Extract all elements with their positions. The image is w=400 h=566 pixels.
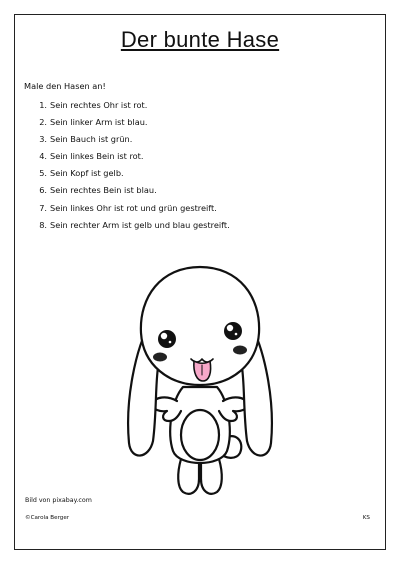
- bunny-right-eye: [224, 322, 242, 340]
- bunny-left-arm: [153, 397, 181, 421]
- item-number: 6.: [39, 185, 47, 196]
- item-number: 2.: [39, 117, 47, 128]
- list-item: [35, 182, 230, 199]
- page-title: Der bunte Hase: [120, 27, 280, 52]
- bunny-right-arm: [219, 397, 247, 421]
- item-number: 5.: [39, 168, 47, 179]
- list-item: [35, 114, 230, 131]
- task-list: [35, 97, 230, 234]
- bunny-illustration: [115, 261, 285, 499]
- item-number: 3.: [39, 134, 47, 145]
- item-number: 7.: [39, 202, 47, 213]
- item-text: Sein Kopf ist gelb.: [50, 168, 124, 179]
- item-text: Sein Bauch ist grün.: [50, 134, 133, 145]
- item-number: 1.: [39, 100, 47, 110]
- item-text: Sein rechtes Ohr ist rot.: [50, 100, 148, 110]
- author-initials: KS: [362, 515, 370, 521]
- list-item: [35, 200, 230, 217]
- list-item: [35, 217, 230, 234]
- bunny-left-cheek: [153, 353, 167, 362]
- item-text: Sein rechter Arm ist gelb und blau gestreift.: [50, 219, 230, 230]
- intro-text: Male den Hasen an!: [24, 81, 106, 91]
- bunny-right-cheek: [233, 346, 247, 355]
- item-number: 4.: [39, 151, 47, 162]
- worksheet-page: [14, 14, 386, 550]
- bunny-belly: [181, 410, 219, 460]
- item-text: Sein rechtes Bein ist blau.: [50, 185, 157, 196]
- item-text: Sein linkes Bein ist rot.: [50, 151, 144, 162]
- bunny-right-leg: [201, 459, 222, 494]
- item-text: Sein linker Arm ist blau.: [50, 117, 148, 128]
- list-item: [35, 131, 230, 148]
- item-number: 8.: [39, 219, 47, 230]
- list-item: [35, 165, 230, 182]
- bunny-left-eye: [158, 330, 176, 348]
- image-credit: Bild von pixabay.com: [25, 497, 92, 504]
- list-item: [35, 148, 230, 165]
- list-item: [35, 97, 230, 114]
- bunny-left-leg: [178, 459, 199, 494]
- item-text: Sein linkes Ohr ist rot und grün gestreift.: [50, 202, 217, 213]
- copyright-text: ©Carola Berger: [25, 515, 70, 521]
